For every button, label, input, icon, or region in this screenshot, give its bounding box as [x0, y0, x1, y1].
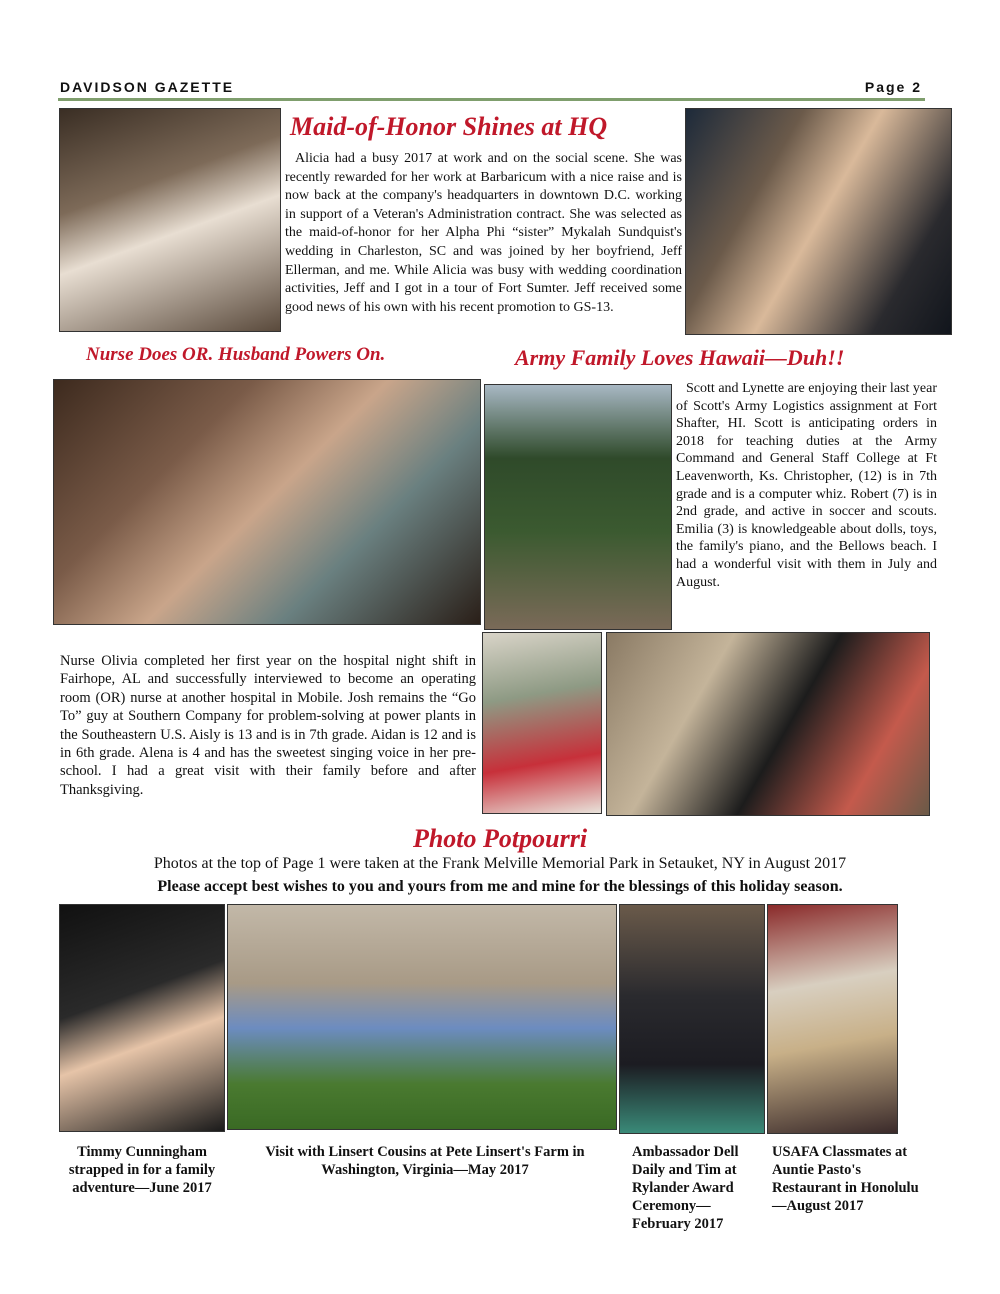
potpourri-headline: Photo Potpourri [412, 824, 588, 853]
potpourri-line1: Photos at the top of Page 1 were taken at the Frank Melville Memorial Park in Setauket, NY in August 2017 [153, 855, 847, 872]
photo-three-women-wedding [59, 108, 281, 332]
story1-body: Alicia had a busy 2017 at work and on the social scene. She was recently rewarded for her work at Barbaricum with a nice raise and is now back at the company's headquarters in downtown D.C. working in support of a Veteran's Administration contract. She was selected as the maid-of-honor for her Alpha Phi “sister” Mykalah Sundquist's wedding in Charleston, SC and was joined by her boyfriend, Jeff Ellerman, and me. While Alicia was busy with wedding coordination activities, Jeff and I got in a tour of Fort Sumter. Jeff received some good news of his own with his recent promotion to GS-13. [285, 151, 682, 315]
potpourri-line2: Please accept best wishes to you and yours from me and mine for the blessings of this holiday season. [157, 878, 843, 895]
page-number: Page 2 [864, 79, 922, 95]
story3-headline: Army Family Loves Hawaii—Duh!! [515, 345, 845, 370]
photo-couple-selfie [685, 108, 952, 335]
photo-girl-with-doll [482, 632, 602, 814]
photo-usafa-classmates [767, 904, 898, 1134]
photo-family-restaurant [53, 379, 481, 625]
story2-body: Nurse Olivia completed her first year on the hospital night shift in Fairhope, AL and successfully interviewed to become an operating room (OR) nurse at another hospital in Mobile. Josh remains the “Go To” guy at Southern Company for problem-solving at power plants in the Southeastern U.S. Aisly is 13 and is in 7th grade. Aidan is 12 and is in 6th grade. Alena is 4 and has the sweetest singing voice in her pre-school. I had a great visit with their family before and after Thanksgiving. [60, 653, 476, 798]
photo-baby-car-seat [59, 904, 225, 1132]
story2-headline: Nurse Does OR. Husband Powers On. [86, 344, 386, 365]
newsletter-title: DAVIDSON GAZETTE [60, 79, 235, 95]
caption-cousins: Visit with Linsert Cousins at Pete Linsert's Farm in Washington, Virginia—May 2017 [265, 1144, 585, 1178]
photo-linsert-cousins [227, 904, 617, 1130]
caption-usafa: USAFA Classmates at Auntie Pasto's Restaurant in Honolulu—August 2017 [772, 1144, 919, 1214]
story1-headline: Maid-of-Honor Shines at HQ [290, 112, 608, 141]
caption-baby: Timmy Cunningham strapped in for a family adventure—June 2017 [68, 1144, 216, 1196]
photo-couple-leis [606, 632, 930, 816]
photo-army-family-hawaii [484, 384, 672, 630]
photo-ambassador-award [619, 904, 765, 1134]
story3-body: Scott and Lynette are enjoying their last year of Scott's Army Logistics assignment at Fort Shafter, HI. Scott is anticipating orders in 2018 for teaching duties at the Army Command and General Staff College at Ft Leavenworth, Ks. Christopher, (12) is in 7th grade and is a computer whiz. Robert (7) is in 2nd grade, and active in soccer and scouts. Emilia (3) is knowledgeable about dolls, toys, the family's piano, and the Bellows beach. I had a wonderful visit with them in July and August. [676, 381, 937, 590]
caption-ambassador: Ambassador Dell Daily and Tim at Rylander Award Ceremony—February 2017 [632, 1144, 739, 1232]
header-rule [58, 98, 925, 101]
